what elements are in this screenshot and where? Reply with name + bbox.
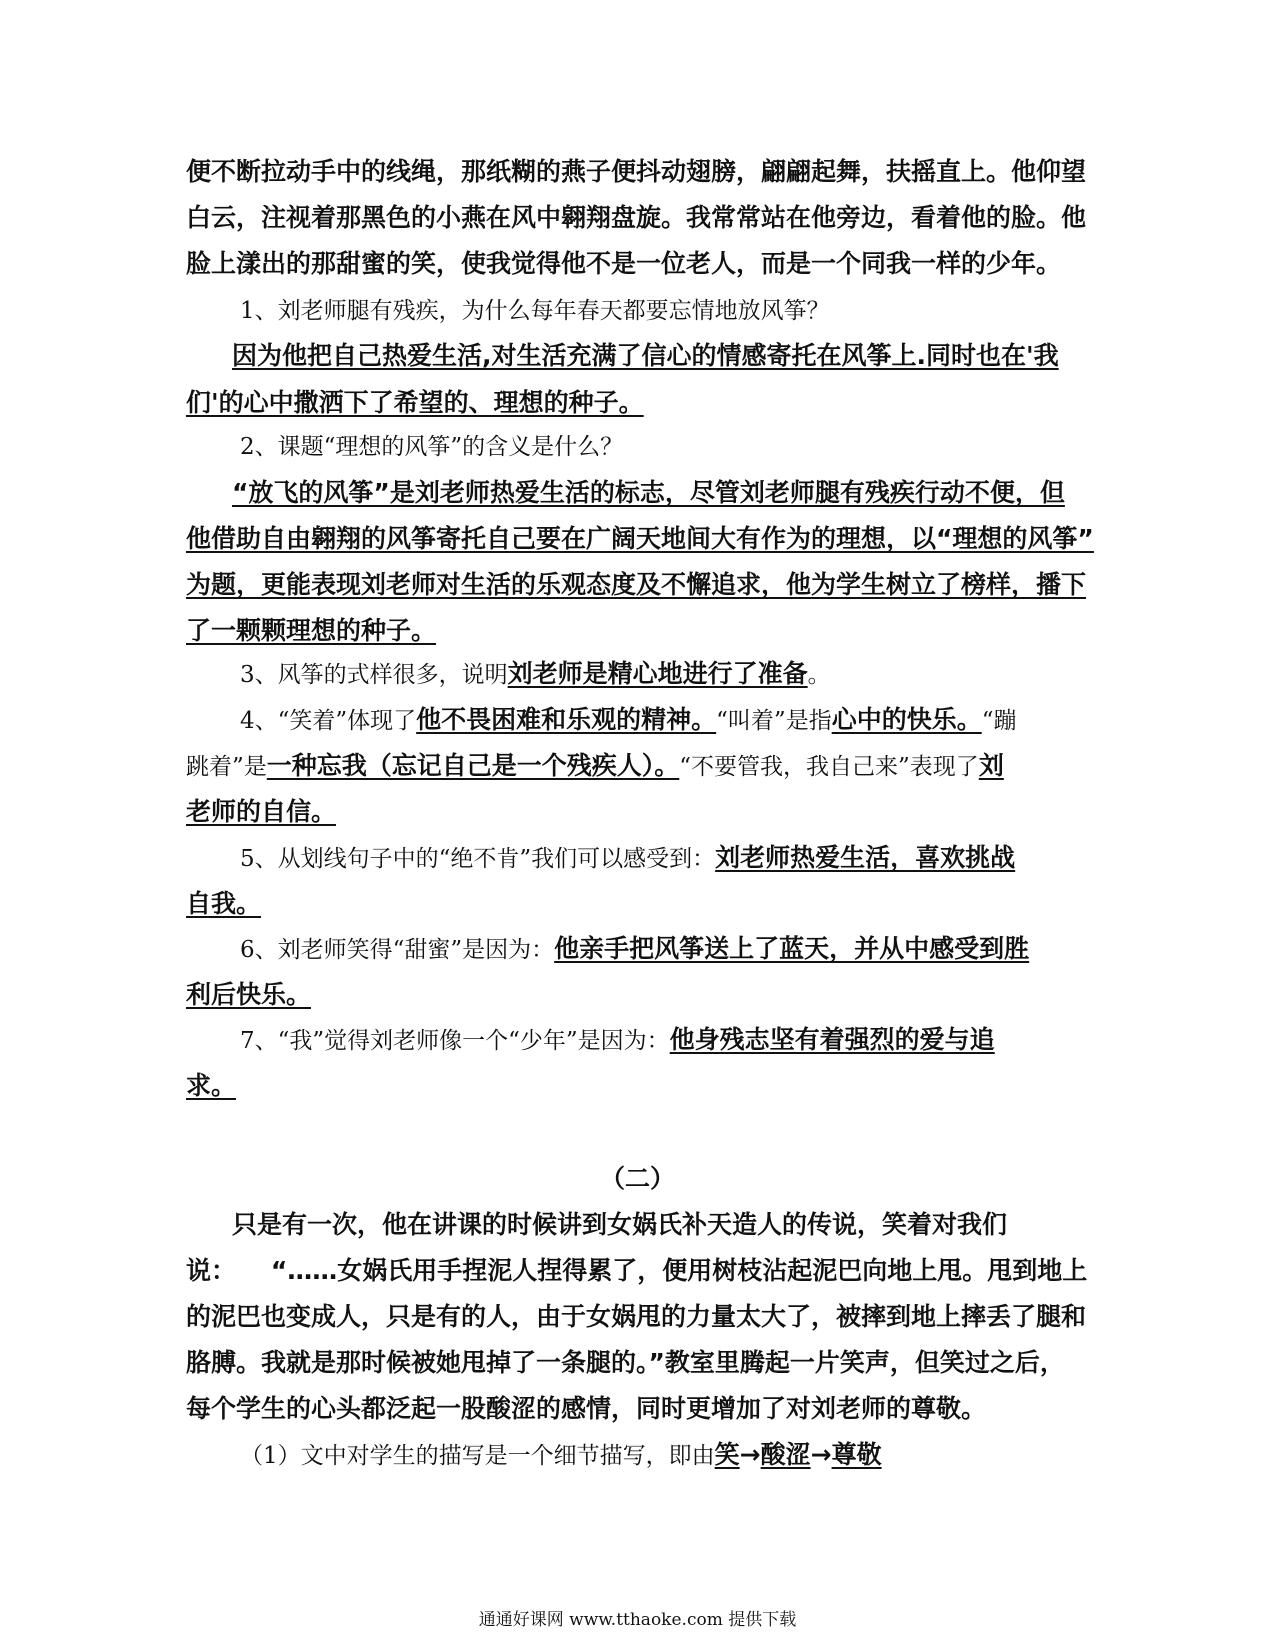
passage-line: 的泥巴也变成人，只是有的人，由于女娲甩的力量太大了，被摔到地上摔丢了腿和: [186, 1302, 1087, 1331]
passage-line: 脸上漾出的那甜蜜的笑，使我觉得他不是一位老人，而是一个同我一样的少年。: [186, 249, 1062, 278]
answer-6-cont: 利后快乐。: [186, 980, 312, 1009]
section-heading: （二）: [599, 1164, 675, 1193]
question-4-line-1: [240, 705, 1016, 736]
question-3-end: 。: [807, 662, 831, 688]
arrow-icon: →: [739, 1440, 761, 1469]
answer-6: 他亲手把风筝送上了蓝天，并从中感受到胜: [554, 934, 1030, 963]
question-section2-1-text: （1）文中对学生的描写是一个细节描写，即由: [240, 1443, 715, 1469]
answer-4-d-cont: 老师的自信。: [186, 797, 337, 826]
question-1: 1、刘老师腿有残疾，为什么每年春天都要忘情地放风筝？: [240, 298, 830, 324]
passage-line: 每个学生的心头都泛起一股酸涩的感情，同时更增加了对刘老师的尊敬。: [186, 1394, 987, 1423]
question-4-text: 4、“笑着”体现了: [240, 708, 417, 734]
question-5: [240, 843, 1015, 874]
answer-1-line: 因为他把自己热爱生活,对生活充满了信心的情感寄托在风筝上.同时也在'我: [232, 341, 1059, 370]
question-2: 2、课题“理想的风筝”的含义是什么？: [240, 434, 624, 460]
question-4-text: “叫着”是指: [716, 708, 832, 734]
answer-5-cont: 自我。: [186, 889, 262, 918]
question-6-text: 6、刘老师笑得“甜蜜”是因为：: [240, 937, 555, 963]
question-5-text: 5、从划线句子中的“绝不肯”我们可以感受到：: [240, 846, 716, 872]
passage-line: 说： “……女娲氏用手捏泥人捏得累了，便用树枝沾起泥巴向地上甩。甩到地上: [186, 1256, 1088, 1285]
answer-2-line: 他借助自由翱翔的风筝寄托自己要在广阔天地间大有作为的理想，以“理想的风筝”: [186, 524, 1094, 553]
answer-7: 他身残志坚有着强烈的爱与追: [669, 1025, 995, 1054]
question-3: [240, 659, 831, 690]
question-3-text: 3、风筝的式样很多，说明: [240, 662, 508, 688]
answer-word: 尊敬: [831, 1440, 882, 1469]
answer-4-c: 一种忘我（忘记自己是一个残疾人）。: [266, 751, 680, 780]
passage-line: 胳膊。我就是那时候被她甩掉了一条腿的。”教室里腾起一片笑声，但笑过之后，: [186, 1348, 1065, 1377]
question-4-line-2: [186, 751, 1004, 782]
question-4-text: “蹦: [981, 708, 1017, 734]
arrow-icon: →: [810, 1440, 832, 1469]
answer-2-line: 了一颗颗理想的种子。: [186, 616, 437, 645]
question-7-text: 7、“我”觉得刘老师像一个“少年”是因为：: [240, 1028, 670, 1054]
answer-2-line: “放飞的风筝”是刘老师热爱生活的标志，尽管刘老师腿有残疾行动不便，但: [232, 478, 1065, 507]
answer-1-line: 们'的心中撒洒下了希望的、理想的种子。: [186, 388, 644, 417]
passage-line: 只是有一次，他在讲课的时候讲到女娲氏补天造人的传说，笑着对我们: [232, 1210, 1008, 1239]
question-6: [240, 934, 1029, 965]
answer-4-a: 他不畏困难和乐观的精神。: [416, 705, 717, 734]
passage-line: 白云，注视着那黑色的小燕在风中翱翔盘旋。我常常站在他旁边，看着他的脸。他: [186, 203, 1087, 232]
answer-7-cont: 求。: [186, 1071, 237, 1100]
passage-line: 便不断拉动手中的线绳，那纸糊的燕子便抖动翅膀，翩翩起舞，扶摇直上。他仰望: [186, 157, 1087, 186]
answer-word: 笑: [714, 1440, 740, 1469]
answer-2-line: 为题，更能表现刘老师对生活的乐观态度及不懈追求，他为学生树立了榜样，播下: [186, 570, 1087, 599]
answer-4-b: 心中的快乐。: [831, 705, 982, 734]
answer-5: 刘老师热爱生活，喜欢挑战: [715, 843, 1016, 872]
answer-4-d: 刘: [978, 751, 1004, 780]
answer-3: 刘老师是精心地进行了准备: [507, 659, 808, 688]
page-footer: 通通好课网 www.tthaoke.com 提供下载: [478, 1610, 797, 1630]
question-section2-1: [240, 1440, 882, 1471]
question-4-text: 跳着”是: [186, 754, 267, 780]
question-4-text: “不要管我，我自己来”表现了: [679, 754, 979, 780]
answer-word: 酸涩: [760, 1440, 811, 1469]
question-7: [240, 1025, 995, 1056]
